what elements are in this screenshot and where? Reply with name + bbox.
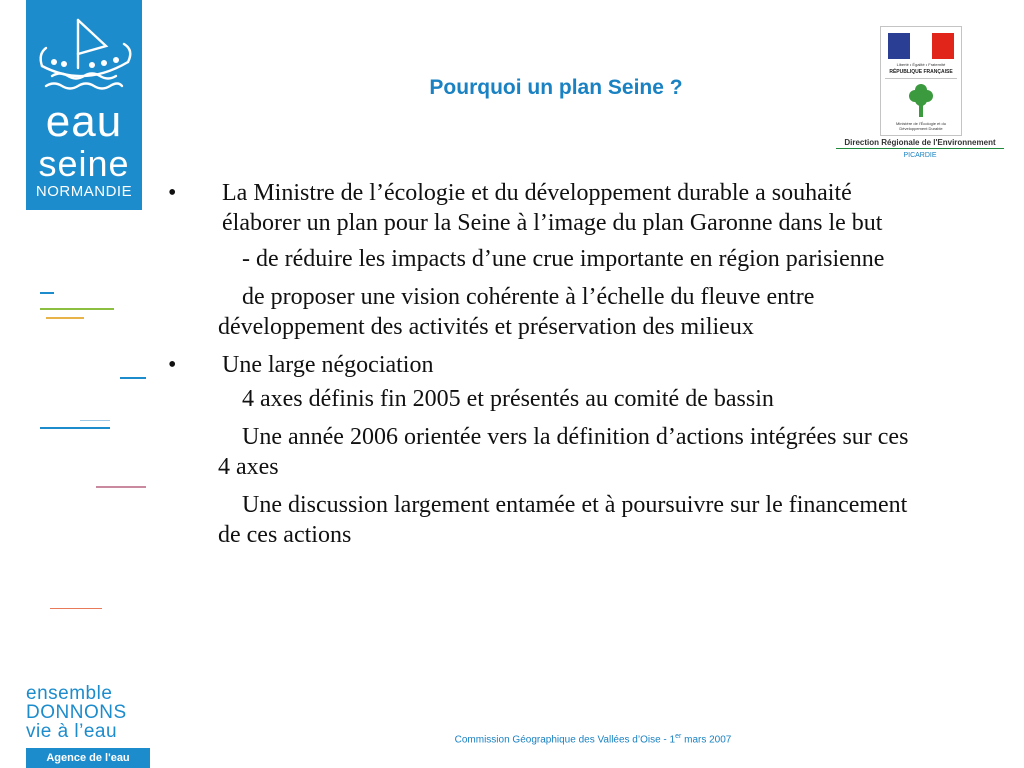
logo-word-seine: seine — [38, 143, 130, 184]
french-flag-icon — [888, 33, 954, 59]
footer-text: Commission Géographique des Vallées d’Oise - 1 — [454, 734, 676, 746]
tree-icon — [907, 82, 935, 118]
ministry-name: Ministère de l'Écologie et du Développement Durable — [896, 121, 946, 131]
sub-item: 4 axes définis fin 2005 et présentés au comité de bassin — [242, 386, 774, 412]
region-label: PICARDIE — [903, 152, 937, 159]
footer-date: mars 2007 — [681, 734, 732, 746]
decorative-line — [50, 608, 102, 609]
sub-item: Une discussion largement entamée et à poursuivre sur le financement de ces actions — [218, 492, 908, 548]
agence-label: Agence de l'eau — [26, 748, 150, 768]
eau-seine-normandie-logo — [26, 0, 142, 210]
sub-item: de proposer une vision cohérente à l’échelle du fleuve entre développement des activités et préservation des milieux — [218, 284, 815, 340]
decorative-line — [46, 317, 84, 319]
bullet-text: Une large négociation — [222, 352, 434, 378]
slide-content — [168, 178, 928, 558]
slogan-line: DONNONS — [26, 702, 127, 723]
republic-motto: Liberté • Égalité • Fraternité — [896, 62, 946, 67]
bullet-marker: • — [168, 352, 177, 378]
decorative-line — [40, 292, 54, 294]
footer-superscript: er — [675, 733, 682, 740]
decorative-line — [80, 420, 110, 421]
agence-slogan-logo — [26, 684, 150, 741]
republic-name: RÉPUBLIQUE FRANÇAISE — [889, 69, 953, 75]
sub-item: Une année 2006 orientée vers la définition d’actions intégrées sur ces 4 axes — [218, 424, 909, 480]
slide-title: Pourquoi un plan Seine ? — [429, 76, 683, 99]
logo-word-eau: eau — [45, 97, 123, 146]
decorative-line — [40, 427, 110, 429]
slide-footer — [400, 733, 786, 745]
bullet-item — [168, 350, 928, 380]
decorative-line — [40, 308, 114, 310]
sub-item: - de réduire les impacts d’une crue importante en région parisienne — [242, 246, 885, 272]
logo-divider — [885, 78, 957, 79]
slogan-line: ensemble — [26, 683, 113, 704]
decorative-line — [96, 486, 146, 488]
republique-francaise-logo — [880, 26, 962, 136]
slogan-line: vie à l’eau — [26, 721, 118, 742]
bullet-text: La Ministre de l’écologie et du développement durable a souhaité élaborer un plan pour la Seine à l’image du plan Garonne dans le but — [222, 180, 883, 236]
logo-word-normandie: NORMANDIE — [35, 183, 133, 200]
viking-boat-icon — [32, 6, 136, 98]
bullet-marker: • — [168, 180, 177, 206]
bullet-item — [168, 178, 922, 238]
dren-label: Direction Régionale de l'Environnement — [836, 138, 1004, 149]
decorative-line — [120, 377, 146, 379]
